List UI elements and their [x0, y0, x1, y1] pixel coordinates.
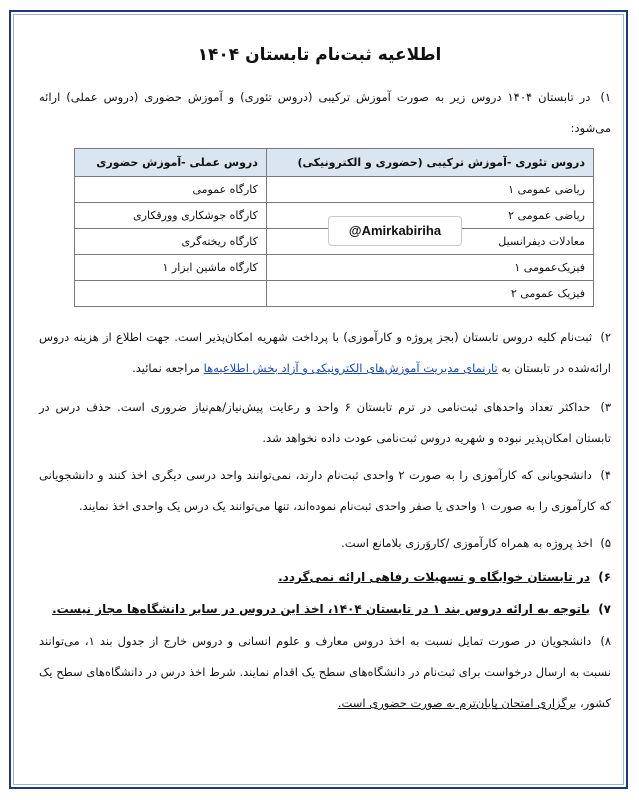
paragraph-number: ۵) — [600, 536, 611, 550]
paragraph-2-text: ثبت‌نام کلیه دروس تابستان (بجز پروژه و کارآموزی) با پرداخت شهریه امکان‌پذیر است. جهت اطلاع از هزینه دروس ارائه‌شده در تابستان به — [39, 330, 611, 375]
paragraph-number: ۶) — [598, 570, 611, 584]
theory-course-cell: فیزیک‌عمومی ۱ — [266, 255, 593, 281]
practical-course-cell: کارگاه جوشکاری وورقکاری — [75, 203, 267, 229]
paragraph-7 — [39, 594, 611, 625]
paragraph-4-text: دانشجویانی که کارآموزی را به صورت ۲ واحدی ثبت‌نام دارند، نمی‌توانند واحد درسی دیگری اخذ کنند و دانشجویانی که کارآموزی را به صورت ۱ واحدی یا صفر واحدی ثبت‌نام نموده‌اند، تنها می‌توانند یک درس یک واحدی اخذ نمایند. — [39, 468, 611, 513]
paragraph-number: ۸) — [600, 634, 612, 648]
theory-course-cell: فیزیک عمومی ۲ — [266, 281, 593, 307]
table-row — [75, 177, 594, 203]
paragraph-1-text: در تابستان ۱۴۰۴ دروس زیر به صورت آموزش ترکیبی (دروس تئوری) و آموزش حضوری (دروس عملی) ارائه می‌شود: — [39, 90, 611, 135]
paragraph-5-text: اخذ پروژه به همراه کارآموزی /کاروَرزی بلامانع است. — [341, 536, 593, 550]
paragraph-number: ۱) — [600, 90, 611, 104]
paragraph-4 — [39, 460, 611, 522]
paragraph-6-text: در تابستان خوابگاه و تسهیلات رفاهی ارائه نمی‌گردد. — [278, 570, 590, 584]
announcements-link[interactable]: تارنمای مدیریت آموزش‌های الکترونیکی و آزاد بخش اطلاعیه‌ها — [203, 361, 498, 375]
paragraph-8-underlined: برگزاری امتحان پایان‌ترم به صورت حضوری است. — [337, 696, 577, 710]
paragraph-2 — [39, 322, 611, 384]
table-header-row — [75, 149, 594, 177]
paragraph-2-tail: مراجعه نمائید. — [132, 361, 200, 375]
practical-course-cell: کارگاه عمومی — [75, 177, 267, 203]
channel-watermark: @Amirkabiriha — [328, 216, 462, 246]
theory-course-cell: معادلات دیفرانسیل — [266, 229, 593, 255]
paragraph-7-text: باتوجه به ارائه دروس بند ۱ در تابستان ۱۴۰۴، اخذ این دروس در سایر دانشگاه‌ها مجاز نیست. — [52, 602, 590, 616]
paragraph-8-text: دانشجویان در صورت تمایل نسبت به اخذ دروس معارف و علوم انسانی و دروس خارج از جدول بند ۱، می‌توانند نسبت به ارسال درخواست برای ثبت‌نام در دانشگاه‌های سطح یک اقدام نمایند. شرط اخذ درس در دانشگاه‌های سطح یک کشور، — [39, 634, 611, 710]
announcement-page — [20, 20, 619, 780]
paragraph-8 — [39, 626, 611, 719]
paragraph-number: ۲) — [600, 330, 612, 344]
page-title: اطلاعیه ثبت‌نام تابستان ۱۴۰۴ — [197, 45, 442, 65]
practical-courses-header: دروس عملی -آموزش حضوری — [75, 149, 267, 177]
paragraph-number: ۴) — [600, 468, 611, 482]
practical-course-cell: کارگاه ریخته‌گری — [75, 229, 267, 255]
paragraph-1 — [39, 82, 611, 144]
paragraph-number: ۷) — [598, 602, 611, 616]
paragraph-number: ۳) — [600, 400, 612, 414]
paragraph-5 — [39, 528, 611, 559]
paragraph-3 — [39, 392, 611, 454]
theory-courses-header: دروس تئوری -آموزش ترکیبی (حضوری و الکترونیکی) — [266, 149, 593, 177]
paragraph-6 — [39, 562, 611, 593]
theory-course-cell: ریاضی عمومی ۲ — [266, 203, 593, 229]
practical-course-cell — [75, 281, 267, 307]
theory-course-cell: ریاضی عمومی ۱ — [266, 177, 593, 203]
practical-course-cell: کارگاه ماشین ابزار ۱ — [75, 255, 267, 281]
table-row — [75, 255, 594, 281]
table-row — [75, 281, 594, 307]
paragraph-3-text: حداکثر تعداد واحدهای ثبت‌نامی در ترم تابستان ۶ واحد و رعایت پیش‌نیاز/هم‌نیاز ضروری است. حذف درس در تابستان امکان‌پذیر نبوده و شهریه دروس ثبت‌نامی عودت داده نخواهد شد. — [39, 400, 611, 445]
